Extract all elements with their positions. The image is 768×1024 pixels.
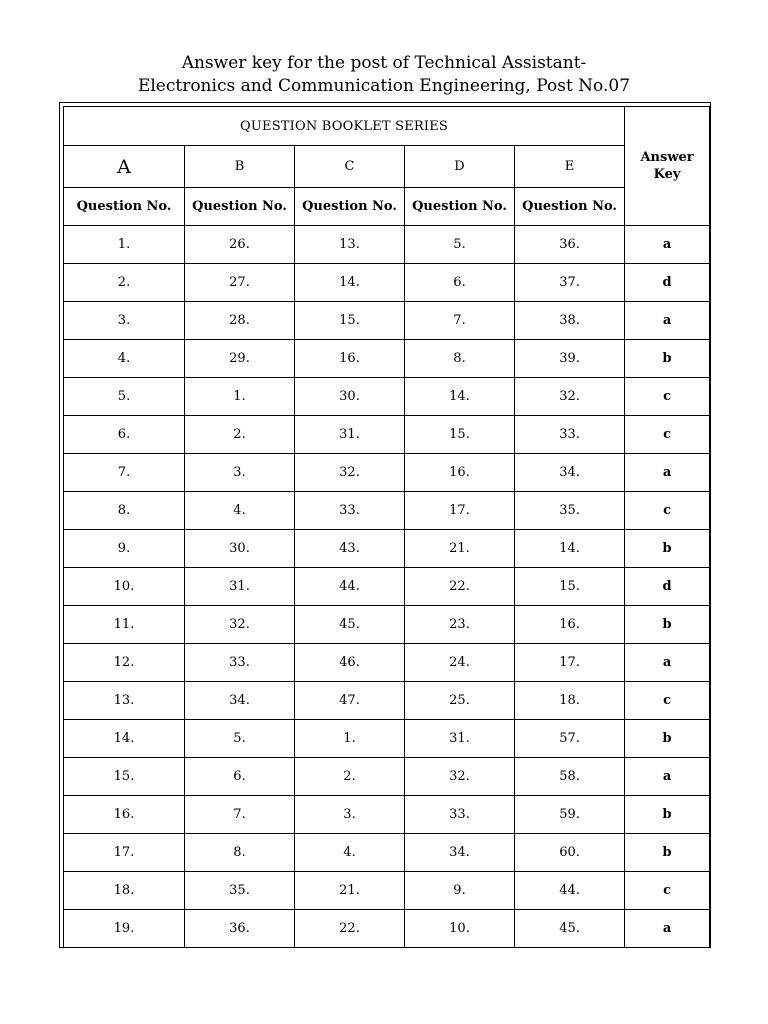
series-c-cell: 47.: [295, 682, 405, 720]
series-b-header: B: [185, 146, 295, 188]
series-a-cell: 4.: [64, 340, 185, 378]
series-e-cell: 35.: [515, 492, 625, 530]
series-e-cell: 36.: [515, 226, 625, 264]
answer-cell: a: [625, 758, 710, 796]
series-c-cell: 22.: [295, 910, 405, 948]
series-d-cell: 17.: [405, 492, 515, 530]
series-c-cell: 33.: [295, 492, 405, 530]
series-e-cell: 33.: [515, 416, 625, 454]
series-e-cell: 17.: [515, 644, 625, 682]
series-c-header: C: [295, 146, 405, 188]
series-e-cell: 45.: [515, 910, 625, 948]
table-row: [64, 378, 710, 416]
series-b-cell: 5.: [185, 720, 295, 758]
series-e-cell: 14.: [515, 530, 625, 568]
series-c-cell: 15.: [295, 302, 405, 340]
question-booklet-series-header: QUESTION BOOKLET SERIES: [64, 107, 625, 146]
series-b-cell: 34.: [185, 682, 295, 720]
series-e-cell: 60.: [515, 834, 625, 872]
series-d-cell: 10.: [405, 910, 515, 948]
answer-cell: b: [625, 340, 710, 378]
series-a-cell: 14.: [64, 720, 185, 758]
series-e-cell: 16.: [515, 606, 625, 644]
series-e-header: E: [515, 146, 625, 188]
series-a-cell: 17.: [64, 834, 185, 872]
series-d-cell: 5.: [405, 226, 515, 264]
question-no-label-e: Question No.: [515, 188, 625, 226]
series-c-cell: 3.: [295, 796, 405, 834]
table-row: [64, 796, 710, 834]
series-a-cell: 1.: [64, 226, 185, 264]
table-row: [64, 910, 710, 948]
series-a-cell: 15.: [64, 758, 185, 796]
table-row: [64, 568, 710, 606]
series-e-cell: 58.: [515, 758, 625, 796]
table-row: [64, 454, 710, 492]
answer-cell: b: [625, 606, 710, 644]
table-row: [64, 530, 710, 568]
series-a-cell: 7.: [64, 454, 185, 492]
title-line-2: Electronics and Communication Engineering, Post No.07: [137, 76, 631, 96]
series-d-cell: 15.: [405, 416, 515, 454]
series-e-cell: 32.: [515, 378, 625, 416]
series-a-cell: 18.: [64, 872, 185, 910]
answer-cell: c: [625, 416, 710, 454]
series-d-cell: 25.: [405, 682, 515, 720]
series-c-cell: 45.: [295, 606, 405, 644]
series-b-cell: 29.: [185, 340, 295, 378]
series-c-cell: 32.: [295, 454, 405, 492]
table-row: [64, 834, 710, 872]
series-a-cell: 10.: [64, 568, 185, 606]
series-d-cell: 22.: [405, 568, 515, 606]
answer-cell: c: [625, 682, 710, 720]
series-e-cell: 34.: [515, 454, 625, 492]
series-e-cell: 39.: [515, 340, 625, 378]
series-e-cell: 44.: [515, 872, 625, 910]
series-c-cell: 30.: [295, 378, 405, 416]
table-row: [64, 606, 710, 644]
answer-cell: b: [625, 720, 710, 758]
series-e-cell: 57.: [515, 720, 625, 758]
answer-key-header-line-1: Answer: [640, 150, 694, 165]
series-c-cell: 46.: [295, 644, 405, 682]
table-row: [64, 416, 710, 454]
question-no-label-a: Question No.: [64, 188, 185, 226]
answer-cell: c: [625, 492, 710, 530]
series-b-cell: 8.: [185, 834, 295, 872]
table-row: [64, 644, 710, 682]
series-c-cell: 16.: [295, 340, 405, 378]
series-d-cell: 21.: [405, 530, 515, 568]
answer-cell: d: [625, 568, 710, 606]
table-row: [64, 720, 710, 758]
series-e-cell: 18.: [515, 682, 625, 720]
answer-key-rows: [64, 226, 710, 948]
title-line-1: Answer key for the post of Technical Assistant-: [181, 53, 587, 73]
series-d-cell: 32.: [405, 758, 515, 796]
question-no-label-d: Question No.: [405, 188, 515, 226]
series-a-cell: 6.: [64, 416, 185, 454]
answer-cell: a: [625, 226, 710, 264]
series-b-cell: 28.: [185, 302, 295, 340]
series-a-cell: 9.: [64, 530, 185, 568]
series-e-cell: 59.: [515, 796, 625, 834]
series-e-cell: 37.: [515, 264, 625, 302]
question-no-label-c: Question No.: [295, 188, 405, 226]
series-b-cell: 4.: [185, 492, 295, 530]
series-a-cell: 11.: [64, 606, 185, 644]
series-d-cell: 24.: [405, 644, 515, 682]
series-b-cell: 1.: [185, 378, 295, 416]
answer-key-header: [625, 107, 710, 226]
series-a-cell: 8.: [64, 492, 185, 530]
series-b-cell: 31.: [185, 568, 295, 606]
series-b-cell: 6.: [185, 758, 295, 796]
series-b-cell: 36.: [185, 910, 295, 948]
series-c-cell: 1.: [295, 720, 405, 758]
series-b-cell: 26.: [185, 226, 295, 264]
series-d-cell: 34.: [405, 834, 515, 872]
series-e-cell: 38.: [515, 302, 625, 340]
series-b-cell: 35.: [185, 872, 295, 910]
series-a-cell: 12.: [64, 644, 185, 682]
series-a-header: A: [64, 146, 185, 188]
series-a-cell: 16.: [64, 796, 185, 834]
series-d-cell: 9.: [405, 872, 515, 910]
answer-cell: a: [625, 302, 710, 340]
series-c-cell: 14.: [295, 264, 405, 302]
series-b-cell: 30.: [185, 530, 295, 568]
answer-cell: c: [625, 872, 710, 910]
table-row: [64, 492, 710, 530]
answer-cell: a: [625, 644, 710, 682]
table-row: [64, 302, 710, 340]
series-d-cell: 16.: [405, 454, 515, 492]
series-a-cell: 19.: [64, 910, 185, 948]
table-row: [64, 758, 710, 796]
question-no-label-b: Question No.: [185, 188, 295, 226]
series-b-cell: 33.: [185, 644, 295, 682]
series-d-cell: 7.: [405, 302, 515, 340]
answer-key-table-frame: [59, 102, 711, 948]
table-row: [64, 264, 710, 302]
answer-cell: a: [625, 910, 710, 948]
series-c-cell: 44.: [295, 568, 405, 606]
series-e-cell: 15.: [515, 568, 625, 606]
series-c-cell: 43.: [295, 530, 405, 568]
answer-key-table: [63, 106, 710, 948]
series-c-cell: 4.: [295, 834, 405, 872]
series-b-cell: 3.: [185, 454, 295, 492]
answer-cell: d: [625, 264, 710, 302]
page-title: [0, 52, 768, 98]
table-row: [64, 340, 710, 378]
series-a-cell: 5.: [64, 378, 185, 416]
table-row: [64, 872, 710, 910]
series-d-header: D: [405, 146, 515, 188]
series-d-cell: 23.: [405, 606, 515, 644]
series-a-cell: 3.: [64, 302, 185, 340]
series-c-cell: 21.: [295, 872, 405, 910]
series-b-cell: 7.: [185, 796, 295, 834]
answer-cell: b: [625, 834, 710, 872]
answer-cell: c: [625, 378, 710, 416]
series-a-cell: 13.: [64, 682, 185, 720]
table-row: [64, 226, 710, 264]
series-d-cell: 8.: [405, 340, 515, 378]
series-b-cell: 2.: [185, 416, 295, 454]
series-c-cell: 13.: [295, 226, 405, 264]
series-d-cell: 6.: [405, 264, 515, 302]
series-d-cell: 14.: [405, 378, 515, 416]
answer-cell: a: [625, 454, 710, 492]
answer-cell: b: [625, 796, 710, 834]
series-b-cell: 27.: [185, 264, 295, 302]
answer-cell: b: [625, 530, 710, 568]
series-b-cell: 32.: [185, 606, 295, 644]
series-d-cell: 33.: [405, 796, 515, 834]
series-d-cell: 31.: [405, 720, 515, 758]
table-row: [64, 682, 710, 720]
answer-key-header-line-2: Key: [653, 167, 681, 182]
series-c-cell: 2.: [295, 758, 405, 796]
series-a-cell: 2.: [64, 264, 185, 302]
series-c-cell: 31.: [295, 416, 405, 454]
